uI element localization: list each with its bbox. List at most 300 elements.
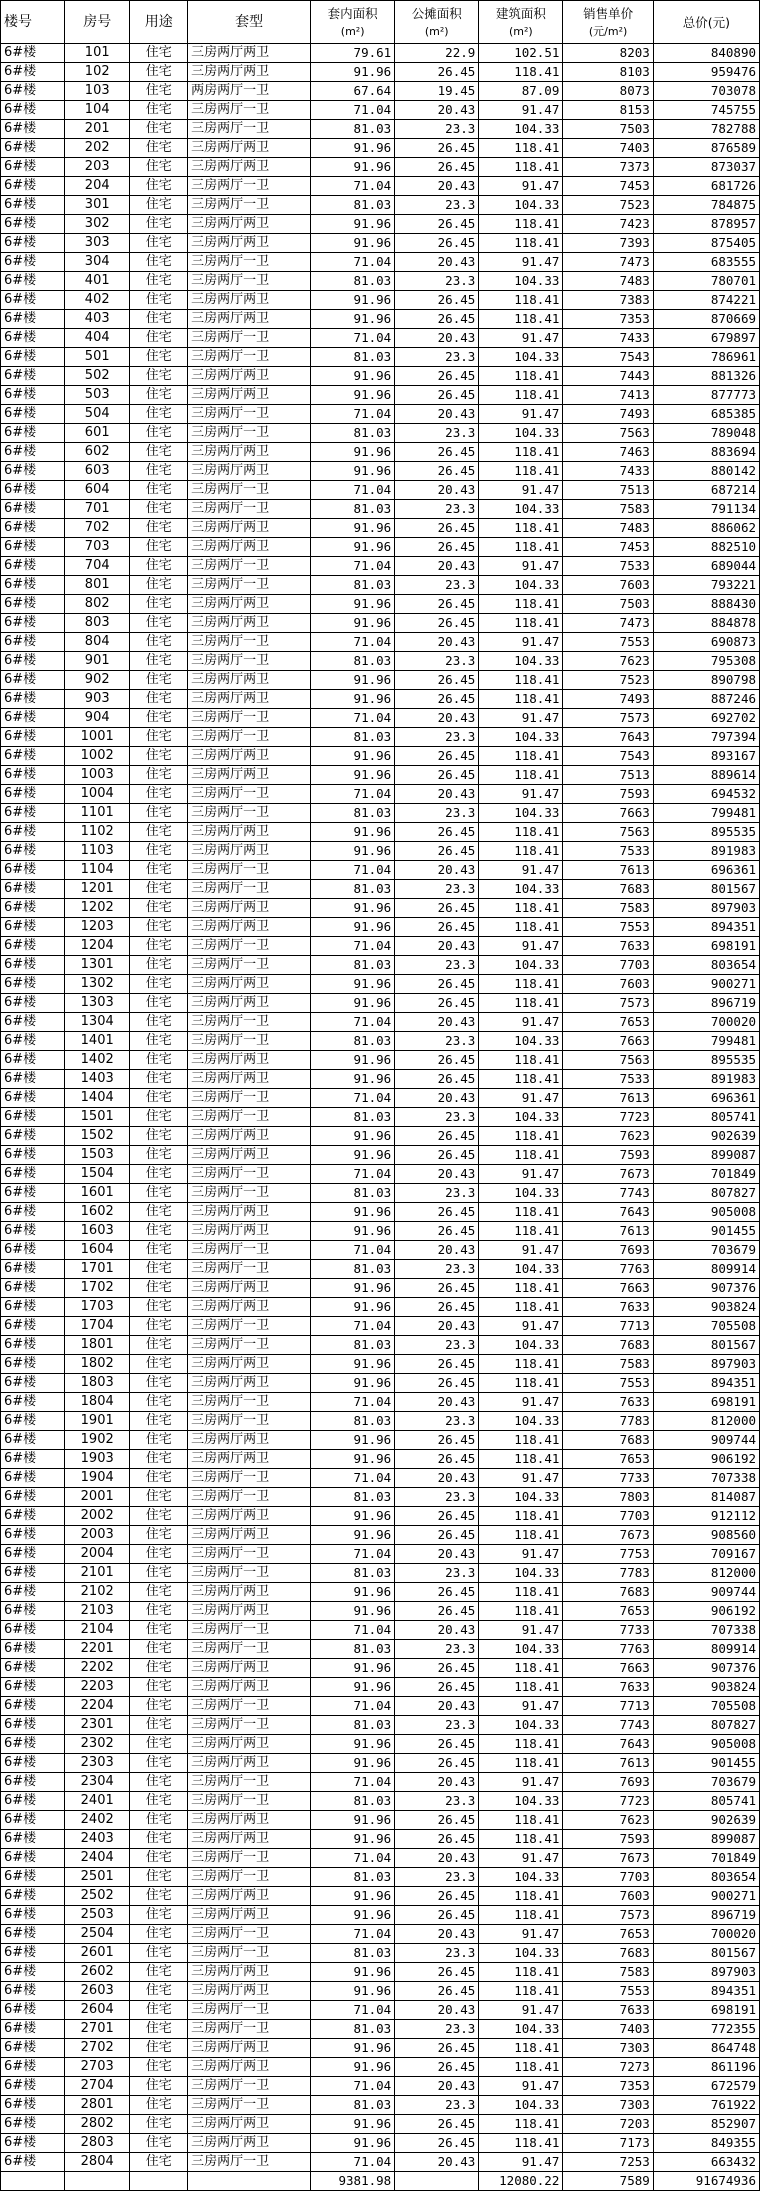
cell-type: 三房两厅一卫: [188, 728, 311, 747]
cell-shared-area: 23.3: [395, 424, 479, 443]
cell-building: 6#楼: [1, 1222, 65, 1241]
cell-gross-area: 91.47: [479, 101, 563, 120]
cell-inner-area: 91.96: [311, 291, 395, 310]
table-row: [1, 1678, 760, 1697]
cell-building: 6#楼: [1, 462, 65, 481]
cell-inner-area: 91.96: [311, 595, 395, 614]
table-row: [1, 2001, 760, 2020]
table-row: [1, 1336, 760, 1355]
table-row: [1, 785, 760, 804]
cell-inner-area: 91.96: [311, 1374, 395, 1393]
table-row: [1, 880, 760, 899]
cell-shared-area: 26.45: [395, 234, 479, 253]
cell-unit-price: 7533: [563, 842, 653, 861]
cell-building: 6#楼: [1, 1374, 65, 1393]
cell-total-price: 772355: [653, 2020, 759, 2039]
cell-building: 6#楼: [1, 481, 65, 500]
cell-building: 6#楼: [1, 1906, 65, 1925]
cell-shared-area: 26.45: [395, 671, 479, 690]
cell-building: 6#楼: [1, 956, 65, 975]
table-row: [1, 139, 760, 158]
cell-shared-area: 23.3: [395, 880, 479, 899]
cell-total-price: 803654: [653, 956, 759, 975]
cell-unit-price: 7573: [563, 994, 653, 1013]
header-gross-area-unit: (m²): [508, 24, 533, 38]
cell-room: 803: [65, 614, 130, 633]
cell-unit-price: 7663: [563, 804, 653, 823]
table-row: [1, 462, 760, 481]
cell-building: 6#楼: [1, 1279, 65, 1298]
cell-gross-area: 118.41: [479, 1602, 563, 1621]
cell-shared-area: 26.45: [395, 386, 479, 405]
cell-shared-area: 26.45: [395, 747, 479, 766]
cell-inner-area: 91.96: [311, 1431, 395, 1450]
cell-type: 三房两厅两卫: [188, 2115, 311, 2134]
cell-gross-area: 118.41: [479, 842, 563, 861]
cell-inner-area: 71.04: [311, 1545, 395, 1564]
cell-type: 三房两厅一卫: [188, 1792, 311, 1811]
cell-unit-price: 7373: [563, 158, 653, 177]
cell-building: 6#楼: [1, 728, 65, 747]
cell-room: 402: [65, 291, 130, 310]
cell-gross-area: 91.47: [479, 1849, 563, 1868]
cell-building: 6#楼: [1, 1526, 65, 1545]
cell-usage: 住宅: [130, 1564, 188, 1583]
table-row: [1, 1146, 760, 1165]
cell-gross-area: 91.47: [479, 2001, 563, 2020]
cell-inner-area: 91.96: [311, 747, 395, 766]
table-row: [1, 2058, 760, 2077]
cell-room: 1902: [65, 1431, 130, 1450]
table-row: [1, 614, 760, 633]
cell-room: 1504: [65, 1165, 130, 1184]
cell-usage: 住宅: [130, 2001, 188, 2020]
cell-type: 三房两厅两卫: [188, 1070, 311, 1089]
table-row: [1, 1526, 760, 1545]
cell-inner-area: 91.96: [311, 671, 395, 690]
table-row: [1, 2115, 760, 2134]
cell-shared-area: 20.43: [395, 2153, 479, 2172]
cell-room: 2104: [65, 1621, 130, 1640]
cell-inner-area: 91.96: [311, 1906, 395, 1925]
cell-building: 6#楼: [1, 2058, 65, 2077]
cell-building: 6#楼: [1, 443, 65, 462]
cell-type: 三房两厅一卫: [188, 1393, 311, 1412]
cell-type: 三房两厅两卫: [188, 1279, 311, 1298]
cell-room: 2701: [65, 2020, 130, 2039]
cell-room: 1703: [65, 1298, 130, 1317]
cell-building: 6#楼: [1, 1621, 65, 1640]
cell-room: 1704: [65, 1317, 130, 1336]
cell-inner-area: 71.04: [311, 1621, 395, 1640]
cell-unit-price: 7723: [563, 1108, 653, 1127]
cell-shared-area: 26.45: [395, 823, 479, 842]
cell-building: 6#楼: [1, 918, 65, 937]
cell-unit-price: 7563: [563, 823, 653, 842]
cell-usage: 住宅: [130, 1469, 188, 1488]
cell-building: 6#楼: [1, 1165, 65, 1184]
cell-usage: 住宅: [130, 234, 188, 253]
cell-shared-area: 20.43: [395, 709, 479, 728]
cell-room: 1501: [65, 1108, 130, 1127]
cell-gross-area: 118.41: [479, 1678, 563, 1697]
cell-building: 6#楼: [1, 1127, 65, 1146]
cell-building: 6#楼: [1, 1602, 65, 1621]
cell-total-price: 902639: [653, 1811, 759, 1830]
cell-inner-area: 91.96: [311, 538, 395, 557]
cell-total-price: 701849: [653, 1165, 759, 1184]
cell-room: 703: [65, 538, 130, 557]
cell-unit-price: 7433: [563, 329, 653, 348]
header-shared-area: [395, 1, 479, 44]
cell-total-price: 797394: [653, 728, 759, 747]
table-row: [1, 310, 760, 329]
cell-room: 301: [65, 196, 130, 215]
cell-usage: 住宅: [130, 595, 188, 614]
cell-usage: 住宅: [130, 1792, 188, 1811]
cell-gross-area: 91.47: [479, 1621, 563, 1640]
cell-inner-area: 91.96: [311, 2058, 395, 2077]
table-row: [1, 1070, 760, 1089]
cell-room: 1302: [65, 975, 130, 994]
cell-total-price: 703078: [653, 82, 759, 101]
cell-usage: 住宅: [130, 443, 188, 462]
cell-usage: 住宅: [130, 1089, 188, 1108]
cell-inner-area: 91.96: [311, 1754, 395, 1773]
cell-total-price: 890798: [653, 671, 759, 690]
cell-type: 三房两厅一卫: [188, 253, 311, 272]
cell-shared-area: 26.45: [395, 1203, 479, 1222]
cell-gross-area: 118.41: [479, 1659, 563, 1678]
cell-inner-area: 81.03: [311, 1184, 395, 1203]
header-shared-area-unit: (m²): [424, 24, 449, 38]
cell-building: 6#楼: [1, 2134, 65, 2153]
cell-unit-price: 7673: [563, 1849, 653, 1868]
cell-type: 三房两厅一卫: [188, 1089, 311, 1108]
cell-usage: 住宅: [130, 1222, 188, 1241]
cell-room: 201: [65, 120, 130, 139]
cell-gross-area: 118.41: [479, 1431, 563, 1450]
cell-usage: 住宅: [130, 728, 188, 747]
cell-room: 902: [65, 671, 130, 690]
cell-inner-area: 81.03: [311, 348, 395, 367]
cell-type: 三房两厅一卫: [188, 1925, 311, 1944]
cell-building: 6#楼: [1, 253, 65, 272]
table-row: [1, 1925, 760, 1944]
cell-building: 6#楼: [1, 2153, 65, 2172]
table-row: [1, 652, 760, 671]
table-row: [1, 1564, 760, 1583]
cell-total-price: 780701: [653, 272, 759, 291]
cell-total-price: 903824: [653, 1678, 759, 1697]
cell-unit-price: 7683: [563, 1431, 653, 1450]
cell-total-price: 694532: [653, 785, 759, 804]
cell-shared-area: 20.43: [395, 1165, 479, 1184]
header-unit-price-label: 销售单价: [583, 5, 634, 21]
cell-room: 2601: [65, 1944, 130, 1963]
header-gross-area: [479, 1, 563, 44]
cell-room: 504: [65, 405, 130, 424]
cell-building: 6#楼: [1, 1982, 65, 2001]
cell-total-price: 905008: [653, 1735, 759, 1754]
cell-shared-area: 26.45: [395, 1583, 479, 1602]
cell-inner-area: 91.96: [311, 310, 395, 329]
cell-type: 三房两厅一卫: [188, 1640, 311, 1659]
cell-total-price: 784875: [653, 196, 759, 215]
cell-shared-area: 26.45: [395, 310, 479, 329]
cell-usage: 住宅: [130, 1849, 188, 1868]
cell-gross-area: 104.33: [479, 1716, 563, 1735]
cell-unit-price: 7713: [563, 1317, 653, 1336]
cell-gross-area: 118.41: [479, 1982, 563, 2001]
cell-room: 2001: [65, 1488, 130, 1507]
cell-inner-area: 91.96: [311, 158, 395, 177]
table-row: [1, 538, 760, 557]
table-body: [1, 44, 760, 2172]
cell-room: 904: [65, 709, 130, 728]
cell-gross-area: 104.33: [479, 1564, 563, 1583]
cell-unit-price: 7613: [563, 1089, 653, 1108]
cell-usage: 住宅: [130, 1982, 188, 2001]
cell-inner-area: 81.03: [311, 1412, 395, 1431]
cell-unit-price: 7303: [563, 2096, 653, 2115]
cell-unit-price: 7533: [563, 557, 653, 576]
cell-usage: 住宅: [130, 101, 188, 120]
cell-total-price: 873037: [653, 158, 759, 177]
cell-unit-price: 7613: [563, 1222, 653, 1241]
cell-usage: 住宅: [130, 196, 188, 215]
table-row: [1, 1640, 760, 1659]
cell-building: 6#楼: [1, 899, 65, 918]
cell-usage: 住宅: [130, 804, 188, 823]
cell-type: 三房两厅两卫: [188, 443, 311, 462]
table-row: [1, 1868, 760, 1887]
cell-total-price: 897903: [653, 1355, 759, 1374]
cell-room: 2201: [65, 1640, 130, 1659]
cell-room: 604: [65, 481, 130, 500]
cell-type: 三房两厅一卫: [188, 1545, 311, 1564]
cell-gross-area: 104.33: [479, 576, 563, 595]
cell-usage: 住宅: [130, 671, 188, 690]
table-row: [1, 1754, 760, 1773]
cell-building: 6#楼: [1, 2020, 65, 2039]
cell-type: 三房两厅一卫: [188, 101, 311, 120]
cell-room: 2604: [65, 2001, 130, 2020]
cell-unit-price: 7493: [563, 690, 653, 709]
cell-shared-area: 26.45: [395, 766, 479, 785]
cell-building: 6#楼: [1, 1013, 65, 1032]
cell-unit-price: 8153: [563, 101, 653, 120]
cell-building: 6#楼: [1, 614, 65, 633]
cell-inner-area: 91.96: [311, 1450, 395, 1469]
cell-usage: 住宅: [130, 424, 188, 443]
cell-total-price: 701849: [653, 1849, 759, 1868]
cell-usage: 住宅: [130, 557, 188, 576]
cell-inner-area: 81.03: [311, 1032, 395, 1051]
cell-gross-area: 118.41: [479, 975, 563, 994]
cell-room: 1401: [65, 1032, 130, 1051]
cell-building: 6#楼: [1, 1146, 65, 1165]
cell-shared-area: 26.45: [395, 291, 479, 310]
cell-shared-area: 26.45: [395, 1982, 479, 2001]
cell-gross-area: 91.47: [479, 633, 563, 652]
cell-total-price: 884878: [653, 614, 759, 633]
cell-gross-area: 87.09: [479, 82, 563, 101]
cell-room: 1601: [65, 1184, 130, 1203]
table-row: [1, 1013, 760, 1032]
cell-usage: 住宅: [130, 329, 188, 348]
cell-type: 三房两厅两卫: [188, 367, 311, 386]
cell-building: 6#楼: [1, 1944, 65, 1963]
cell-shared-area: 23.3: [395, 1488, 479, 1507]
cell-unit-price: 7643: [563, 1203, 653, 1222]
cell-room: 801: [65, 576, 130, 595]
cell-gross-area: 104.33: [479, 1336, 563, 1355]
cell-type: 三房两厅一卫: [188, 1032, 311, 1051]
cell-unit-price: 7633: [563, 1393, 653, 1412]
table-row: [1, 1621, 760, 1640]
cell-unit-price: 7483: [563, 272, 653, 291]
cell-type: 三房两厅两卫: [188, 215, 311, 234]
cell-gross-area: 104.33: [479, 120, 563, 139]
cell-unit-price: 7393: [563, 234, 653, 253]
cell-unit-price: 7623: [563, 652, 653, 671]
table-row: [1, 348, 760, 367]
cell-gross-area: 104.33: [479, 880, 563, 899]
cell-usage: 住宅: [130, 1716, 188, 1735]
cell-unit-price: 7783: [563, 1564, 653, 1583]
cell-building: 6#楼: [1, 63, 65, 82]
cell-shared-area: 26.45: [395, 1298, 479, 1317]
cell-inner-area: 71.04: [311, 1013, 395, 1032]
cell-type: 三房两厅一卫: [188, 861, 311, 880]
cell-usage: 住宅: [130, 1583, 188, 1602]
cell-inner-area: 91.96: [311, 1602, 395, 1621]
cell-inner-area: 71.04: [311, 177, 395, 196]
cell-inner-area: 91.96: [311, 2039, 395, 2058]
cell-shared-area: 26.45: [395, 1051, 479, 1070]
cell-total-price: 709167: [653, 1545, 759, 1564]
cell-type: 三房两厅两卫: [188, 1431, 311, 1450]
cell-usage: 住宅: [130, 1108, 188, 1127]
cell-total-price: 707338: [653, 1621, 759, 1640]
cell-unit-price: 7643: [563, 1735, 653, 1754]
cell-total-price: 698191: [653, 2001, 759, 2020]
cell-unit-price: 7453: [563, 538, 653, 557]
table-row: [1, 899, 760, 918]
table-row: [1, 1355, 760, 1374]
cell-shared-area: 20.43: [395, 557, 479, 576]
cell-gross-area: 118.41: [479, 215, 563, 234]
cell-usage: 住宅: [130, 1450, 188, 1469]
cell-inner-area: 81.03: [311, 1336, 395, 1355]
cell-room: 1801: [65, 1336, 130, 1355]
cell-usage: 住宅: [130, 1868, 188, 1887]
table-row: [1, 1222, 760, 1241]
cell-type: 三房两厅一卫: [188, 1013, 311, 1032]
cell-usage: 住宅: [130, 576, 188, 595]
cell-room: 701: [65, 500, 130, 519]
table-row: [1, 1279, 760, 1298]
cell-room: 503: [65, 386, 130, 405]
cell-type: 三房两厅两卫: [188, 1906, 311, 1925]
cell-room: 2101: [65, 1564, 130, 1583]
cell-building: 6#楼: [1, 519, 65, 538]
cell-inner-area: 71.04: [311, 1393, 395, 1412]
table-row: [1, 1697, 760, 1716]
cell-total-price: 959476: [653, 63, 759, 82]
cell-gross-area: 118.41: [479, 443, 563, 462]
cell-total-price: 696361: [653, 861, 759, 880]
cell-unit-price: 7533: [563, 1070, 653, 1089]
cell-usage: 住宅: [130, 405, 188, 424]
cell-usage: 住宅: [130, 1678, 188, 1697]
cell-gross-area: 118.41: [479, 1507, 563, 1526]
cell-room: 2004: [65, 1545, 130, 1564]
cell-type: 三房两厅两卫: [188, 1830, 311, 1849]
cell-inner-area: 71.04: [311, 1241, 395, 1260]
cell-shared-area: 26.45: [395, 2058, 479, 2077]
cell-shared-area: 26.45: [395, 367, 479, 386]
cell-unit-price: 7663: [563, 1279, 653, 1298]
cell-gross-area: 104.33: [479, 1032, 563, 1051]
cell-type: 三房两厅两卫: [188, 139, 311, 158]
cell-inner-area: 81.03: [311, 1716, 395, 1735]
cell-usage: 住宅: [130, 1317, 188, 1336]
cell-type: 三房两厅两卫: [188, 747, 311, 766]
cell-room: 1301: [65, 956, 130, 975]
cell-room: 1202: [65, 899, 130, 918]
cell-type: 三房两厅一卫: [188, 1336, 311, 1355]
cell-total-price: 801567: [653, 1944, 759, 1963]
cell-unit-price: 7663: [563, 1032, 653, 1051]
cell-building: 6#楼: [1, 2096, 65, 2115]
cell-usage: 住宅: [130, 1070, 188, 1089]
cell-unit-price: 7583: [563, 1963, 653, 1982]
cell-building: 6#楼: [1, 1887, 65, 1906]
table-row: [1, 747, 760, 766]
header-room: 房号: [65, 1, 130, 44]
cell-type: 三房两厅一卫: [188, 2077, 311, 2096]
cell-shared-area: 20.43: [395, 1469, 479, 1488]
table-row: [1, 329, 760, 348]
cell-room: 903: [65, 690, 130, 709]
table-row: [1, 1982, 760, 2001]
cell-inner-area: 81.03: [311, 804, 395, 823]
cell-total-price: 681726: [653, 177, 759, 196]
cell-room: 2704: [65, 2077, 130, 2096]
cell-type: 三房两厅一卫: [188, 633, 311, 652]
cell-shared-area: 26.45: [395, 2134, 479, 2153]
cell-room: 2304: [65, 1773, 130, 1792]
cell-room: 302: [65, 215, 130, 234]
cell-unit-price: 7603: [563, 1887, 653, 1906]
cell-gross-area: 118.41: [479, 2134, 563, 2153]
cell-inner-area: 91.96: [311, 1583, 395, 1602]
cell-building: 6#楼: [1, 1241, 65, 1260]
cell-building: 6#楼: [1, 310, 65, 329]
cell-total-price: 903824: [653, 1298, 759, 1317]
cell-shared-area: 26.45: [395, 1146, 479, 1165]
cell-total-price: 882510: [653, 538, 759, 557]
cell-type: 两房两厅一卫: [188, 82, 311, 101]
cell-gross-area: 104.33: [479, 1944, 563, 1963]
table-row: [1, 937, 760, 956]
cell-inner-area: 91.96: [311, 63, 395, 82]
cell-gross-area: 91.47: [479, 2153, 563, 2172]
cell-type: 三房两厅两卫: [188, 842, 311, 861]
totals-empty-shared: [395, 2172, 479, 2191]
